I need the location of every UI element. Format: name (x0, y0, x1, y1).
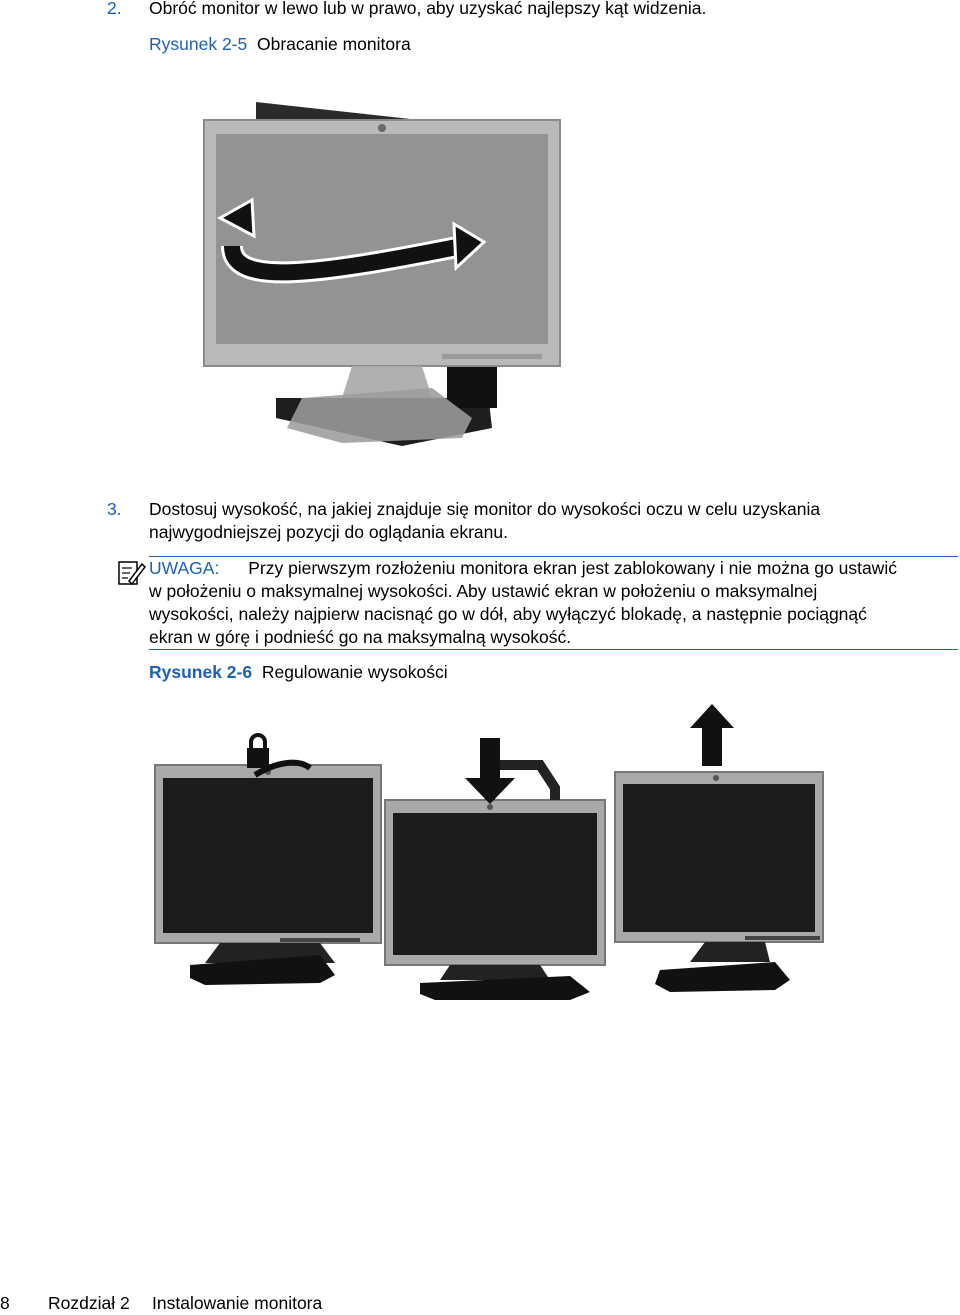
footer-chapter-title: Instalowanie monitora (152, 1293, 323, 1313)
figure-2-6-caption (149, 661, 448, 684)
note-line-1 (149, 557, 897, 580)
footer-chapter: Rozdział 2 (48, 1293, 130, 1313)
monitor-locked (155, 763, 381, 985)
footer-page-number: 8 (0, 1293, 10, 1313)
lock-icon (247, 735, 269, 768)
front-monitor-buttons (442, 354, 542, 359)
note-line-3: wysokości, należy najpierw nacisnąć go w dół, aby wyłączyć blokadę, a następnie pociągnąć (149, 604, 867, 624)
monitor-pressed (385, 765, 605, 1000)
note-bottom-rule (149, 649, 958, 650)
arrow-up-icon (690, 704, 734, 766)
front-monitor-screen (216, 134, 548, 344)
step-3-line-1: Dostosuj wysokość, na jakiej znajduje się monitor do wysokości oczu w celu uzyskania (149, 499, 821, 519)
step-2-text: Obróć monitor w lewo lub w prawo, aby uzyskać najlepszy kąt widzenia. (149, 0, 707, 18)
step-3-line-2: najwygodniejszej pozycji do oglądania ekranu. (149, 522, 508, 542)
note-line-2: w położeniu o maksymalnej wysokości. Aby ustawić ekran w położeniu o maksymalnej (149, 581, 818, 601)
step-3-number: 3. (107, 499, 122, 519)
hp-logo-icon (378, 124, 386, 132)
note-line-1-text: Przy pierwszym rozłożeniu monitora ekran jest zablokowany i nie można go ustawić (248, 558, 897, 578)
front-monitor-base (287, 388, 472, 443)
figure-2-6-label: Rysunek 2-6 (149, 662, 253, 682)
figure-2-5-illustration (192, 98, 572, 453)
arrow-down-icon (465, 738, 515, 804)
figure-2-6-illustration (150, 700, 830, 1010)
step-2-number: 2. (107, 0, 122, 18)
note-line-4: ekran w górę i podnieść go na maksymalną wysokość. (149, 627, 572, 647)
figure-2-5-caption (149, 33, 411, 56)
figure-2-5-title: Obracanie monitora (256, 34, 411, 54)
figure-2-5-label: Rysunek 2-5 (149, 34, 248, 54)
monitor-raised (615, 772, 823, 992)
figure-2-6-title: Regulowanie wysokości (261, 662, 448, 682)
note-pencil-icon (116, 558, 146, 588)
note-label: UWAGA: (149, 558, 220, 578)
